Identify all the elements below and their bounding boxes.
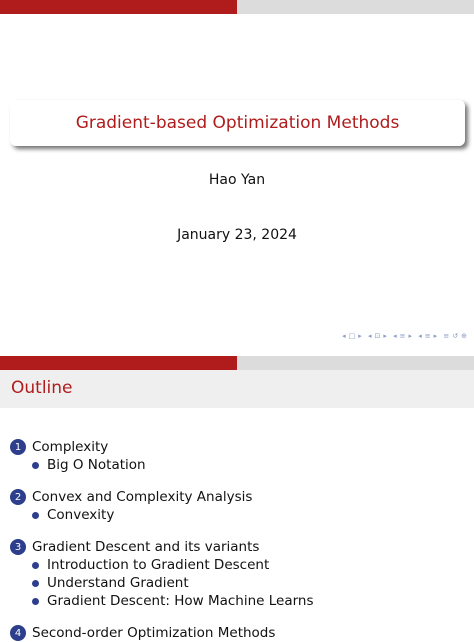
nav-section-icon[interactable]: ≡ [399, 332, 407, 340]
nav-prev-icon[interactable]: ◂ [367, 332, 373, 340]
nav-prev-icon[interactable]: ◂ [418, 332, 423, 340]
section-title: Second-order Optimization Methods [32, 625, 276, 641]
progress-bar-track [237, 356, 474, 370]
bullet-icon [32, 562, 39, 569]
progress-bar-track [237, 0, 474, 14]
bullet-icon [32, 580, 39, 587]
section-number-badge: 2 [10, 489, 26, 505]
presentation-date: January 23, 2024 [177, 227, 297, 243]
subsection-title: Big O Notation [47, 457, 146, 473]
outline-subsection[interactable] [10, 592, 470, 610]
section-number-badge: 4 [10, 625, 26, 641]
progress-bar [0, 0, 474, 14]
nav-next-icon[interactable]: ▸ [358, 332, 363, 340]
nav-document-icon[interactable]: ≡ [424, 332, 432, 340]
frame-title: Outline [11, 378, 73, 398]
nav-next-icon[interactable]: ▸ [433, 332, 439, 340]
subsection-title: Gradient Descent: How Machine Learns [47, 593, 314, 609]
nav-subsection-icon[interactable]: ⊡ [374, 332, 382, 340]
nav-prev-icon[interactable]: ◂ [393, 332, 398, 340]
section-number-badge: 3 [10, 539, 26, 555]
nav-appendix-icon[interactable]: ≡ [443, 332, 451, 340]
subsection-title: Understand Gradient [47, 575, 189, 591]
author-name: Hao Yan [208, 172, 266, 188]
frame-title-bar [0, 370, 474, 408]
progress-bar-fill [0, 356, 237, 370]
outline-section[interactable] [10, 624, 470, 642]
section-title: Complexity [32, 439, 109, 455]
outline-slide [0, 343, 474, 641]
section-title: Convex and Complexity Analysis [32, 489, 253, 505]
nav-search-icon[interactable]: ⊕ [461, 332, 468, 340]
outline-subsection[interactable] [10, 574, 470, 592]
nav-prev-icon[interactable]: ◂ [342, 332, 347, 340]
section-title: Gradient Descent and its variants [32, 539, 260, 555]
subsection-title: Introduction to Gradient Descent [47, 557, 270, 573]
bullet-icon [32, 462, 39, 469]
outline-section[interactable] [10, 438, 470, 456]
subsection-title: Convexity [47, 507, 115, 523]
presentation-title: Gradient-based Optimization Methods [75, 113, 400, 133]
nav-frame-icon[interactable]: □ [348, 332, 357, 340]
outline-section[interactable] [10, 488, 470, 506]
outline-section[interactable] [10, 538, 470, 556]
progress-bar-fill [0, 0, 237, 14]
nav-next-icon[interactable]: ▸ [408, 332, 413, 340]
section-number-badge: 1 [10, 439, 26, 455]
beamer-navigation[interactable] [340, 332, 468, 340]
nav-back-icon[interactable]: ↺ [452, 332, 460, 340]
bullet-icon [32, 598, 39, 605]
bullet-icon [32, 512, 39, 519]
title-box [10, 100, 465, 146]
nav-next-icon[interactable]: ▸ [383, 332, 388, 340]
outline-subsection[interactable] [10, 556, 470, 574]
outline-list [10, 438, 470, 642]
outline-subsection[interactable] [10, 506, 470, 524]
progress-bar [0, 356, 474, 370]
outline-subsection[interactable] [10, 456, 470, 474]
